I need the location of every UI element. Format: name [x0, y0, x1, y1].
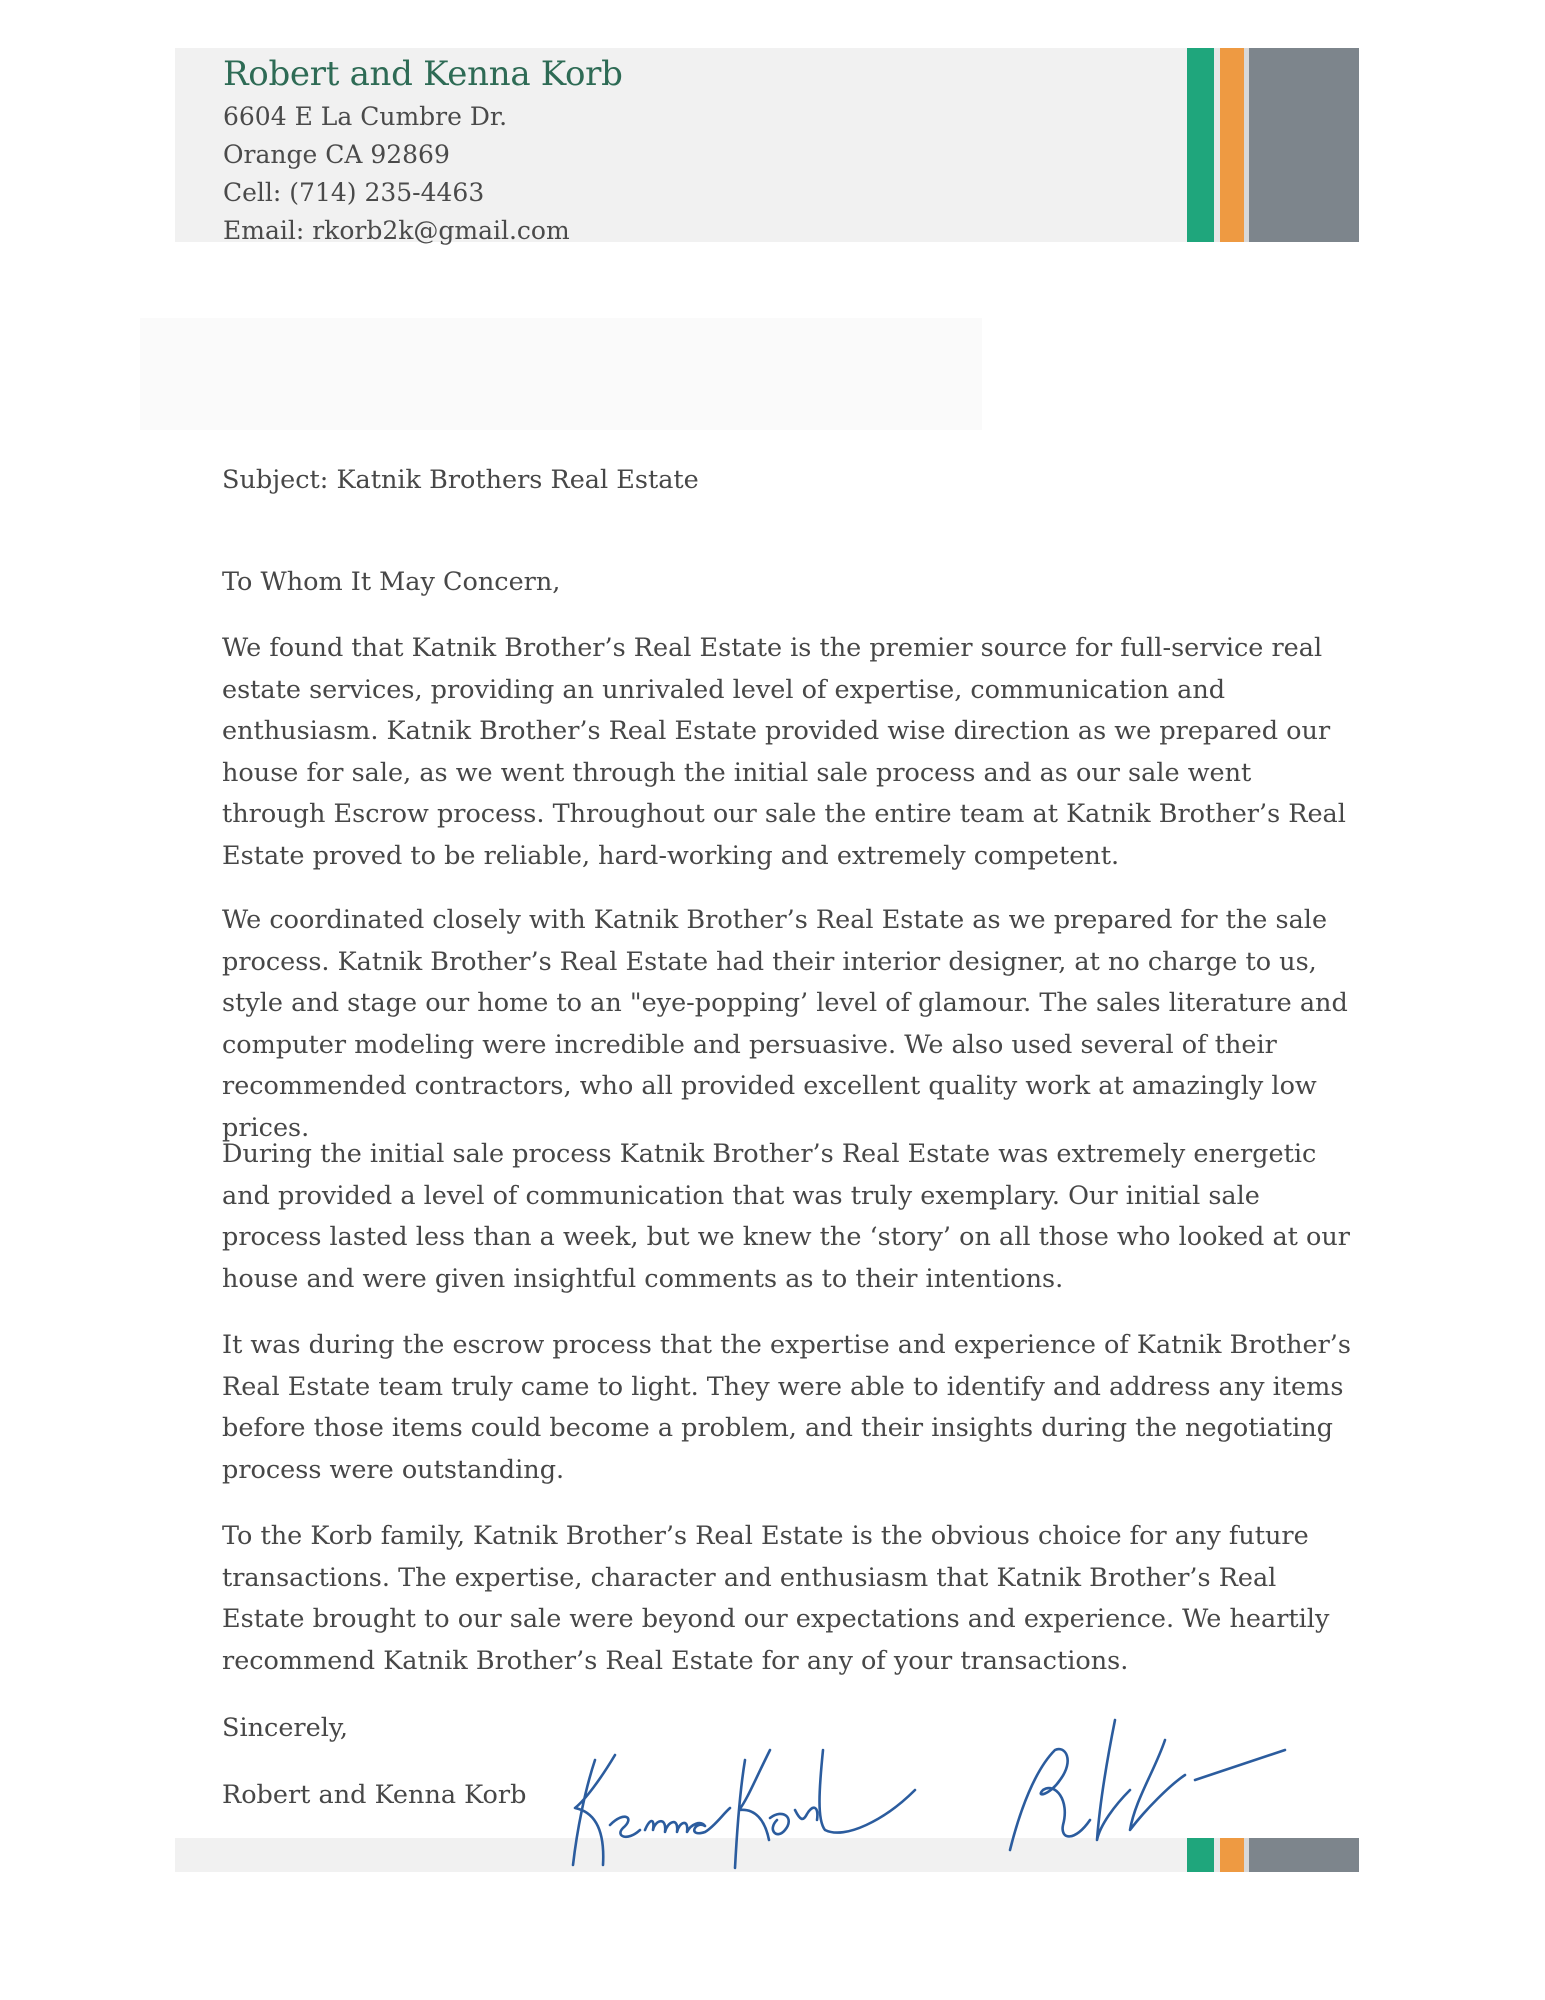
green-stripe [1187, 48, 1214, 242]
letterhead [175, 48, 1359, 245]
signature-robert [1010, 1720, 1285, 1850]
body-paragraph-4: It was during the escrow process that the expertise and experience of Katnik Brother’s Real Estate team truly came to light. They were able to identify and address any items before those items could become a problem, and their insights during the negotiating process were outstanding. [222, 1330, 1351, 1485]
body-paragraph-2: We coordinated closely with Katnik Brother’s Real Estate as we prepared for the sale process. Katnik Brother’s Real Estate had their interior designer, at no charge to us, style and stage our home to an "eye-popping’ level of glamour. The sales literature and computer modeling were incredible and persuasive. We also used several of their recommended contractors, who all provided excellent quality work at amazingly low prices. [222, 905, 1348, 1143]
redacted-recipient-block [140, 318, 982, 430]
handwritten-signatures [555, 1690, 1345, 1890]
cell-phone: Cell: (714) 235-4463 [223, 178, 485, 207]
address-line-1: 6604 E La Cumbre Dr. [223, 102, 508, 131]
orange-stripe [1220, 48, 1244, 242]
body-paragraph-5: To the Korb family, Katnik Brother’s Real Estate is the obvious choice for any future transactions. The expertise, character and enthusiasm that Katnik Brother’s Real Estate brought to our sale were beyond our expectations and experience. We heartily recommend Katnik Brother’s Real Estate for any of your transactions. [222, 1521, 1330, 1676]
body-paragraph-1: We found that Katnik Brother’s Real Estate is the premier source for full-service real estate services, providing an unrivaled level of expertise, communication and enthusiasm. Katnik Brother’s Real Estate provided wise direction as we prepared our house for sale, as we went through the initial sale process and as our sale went through Escrow process. Throughout our sale the entire team at Katnik Brother’s Real Estate proved to be reliable, hard-working and extremely competent. [222, 633, 1346, 871]
gray-stripe [1249, 48, 1359, 242]
sender-name: Robert and Kenna Korb [223, 54, 623, 94]
salutation: To Whom It May Concern, [222, 567, 561, 597]
body-paragraph-3: During the initial sale process Katnik Brother’s Real Estate was extremely energetic and provided a level of communication that was truly exemplary. Our initial sale process lasted less than a week, but we knew the ‘story’ on all those who looked at our house and were given insightful comments as to their intentions. [222, 1139, 1350, 1294]
letterhead-contact-block [223, 50, 623, 250]
subject-line: Subject: Katnik Brothers Real Estate [222, 465, 699, 495]
signature-kenna [573, 1755, 730, 1865]
letterhead-color-stripes [1187, 48, 1359, 242]
closing: Sincerely, [222, 1713, 348, 1743]
address-line-2: Orange CA 92869 [223, 140, 450, 169]
email-address: Email: rkorb2k@gmail.com [223, 216, 570, 245]
signature-korb [735, 1750, 915, 1868]
signer-name: Robert and Kenna Korb [222, 1780, 527, 1810]
